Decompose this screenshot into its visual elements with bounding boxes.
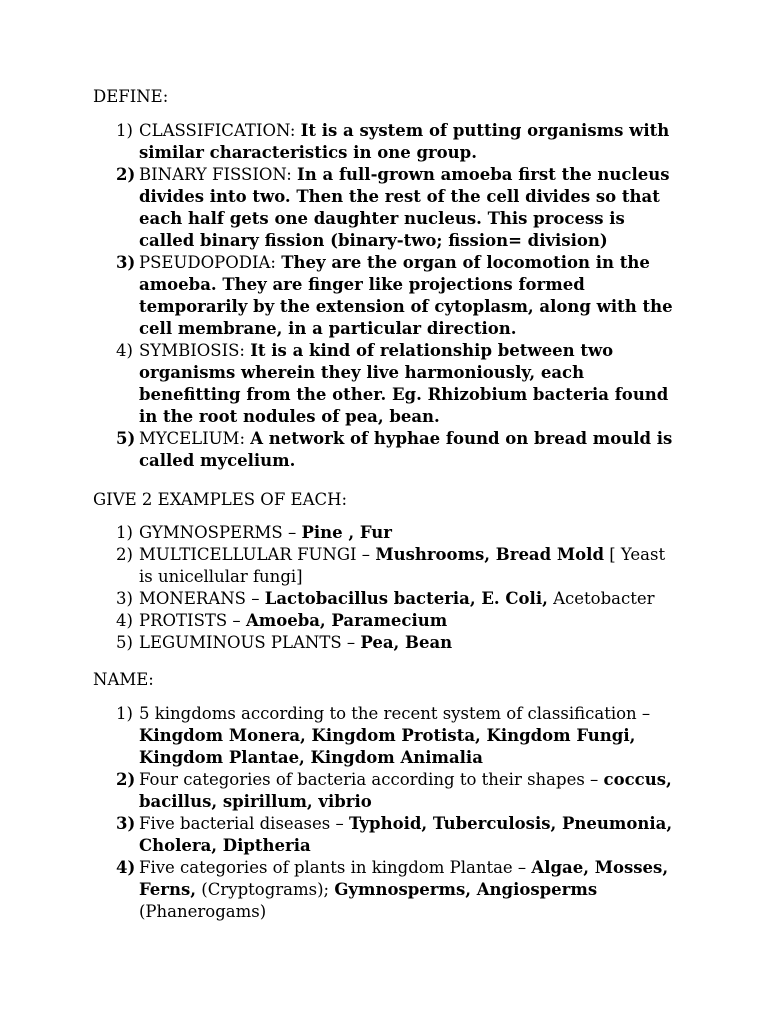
term: SYMBIOSIS:	[139, 341, 245, 360]
term: MONERANS –	[139, 589, 260, 608]
define-heading: DEFINE:	[93, 87, 169, 106]
list-item	[0, 703, 680, 769]
term: MULTICELLULAR FUNGI –	[139, 545, 371, 564]
list-item	[0, 544, 680, 588]
note: (Cryptograms);	[201, 880, 330, 899]
prompt: Five categories of plants in kingdom Plantae –	[139, 858, 527, 877]
item-number: 2)	[116, 165, 136, 184]
item-number: 5)	[116, 429, 136, 448]
item-number: 2)	[116, 770, 136, 789]
examples-list	[0, 522, 680, 654]
item-number: 2)	[116, 545, 133, 564]
list-item	[0, 164, 680, 252]
item-number: 5)	[116, 633, 133, 652]
list-item	[0, 857, 680, 923]
note: Acetobacter	[553, 589, 655, 608]
list-item	[0, 769, 680, 813]
name-list	[0, 703, 680, 923]
term: PROTISTS –	[139, 611, 241, 630]
definition: It is a system of putting organisms with similar characteristics in one group.	[139, 121, 670, 162]
answer: coccus, bacillus, spirillum, vibrio	[139, 770, 672, 811]
term: PSEUDOPODIA:	[139, 253, 276, 272]
answer: Typhoid, Tuberculosis, Pneumonia, Cholera, Diptheria	[139, 814, 673, 855]
examples-heading: GIVE 2 EXAMPLES OF EACH:	[93, 490, 348, 509]
item-number: 4)	[116, 611, 133, 630]
definition: A network of hyphae found on bread mould is called mycelium.	[139, 429, 673, 470]
note: (Phanerogams)	[139, 902, 267, 921]
term: LEGUMINOUS PLANTS –	[139, 633, 356, 652]
answer: Kingdom Monera, Kingdom Protista, Kingdom Fungi, Kingdom Plantae, Kingdom Animalia	[139, 726, 636, 767]
list-item	[0, 610, 680, 632]
item-number: 4)	[116, 341, 133, 360]
list-item	[0, 120, 680, 164]
definition: They are the organ of locomotion in the amoeba. They are finger like projections formed temporarily by the extension of cytoplasm, along with the cell membrane, in a particular direction.	[139, 253, 673, 338]
answer: Pine , Fur	[301, 523, 392, 542]
item-number: 3)	[116, 814, 136, 833]
answer: Algae, Mosses, Ferns,	[139, 858, 669, 899]
list-item	[0, 632, 680, 654]
list-item	[0, 340, 680, 428]
list-item	[0, 428, 680, 472]
item-number: 1)	[116, 704, 133, 723]
answer: Pea, Bean	[360, 633, 453, 652]
item-number: 1)	[116, 121, 133, 140]
term: MYCELIUM:	[139, 429, 246, 448]
definition: It is a kind of relationship between two organisms wherein they live harmoniously, each benefitting from the other. Eg. Rhizobium bacteria found in the root nodules of pea, bean.	[139, 341, 669, 426]
item-number: 4)	[116, 858, 136, 877]
prompt: 5 kingdoms according to the recent system of classification –	[139, 704, 651, 723]
answer: Gymnosperms, Angiosperms	[334, 880, 598, 899]
item-number: 1)	[116, 523, 133, 542]
note: [ Yeast is unicellular fungi]	[139, 545, 666, 586]
definition: In a full-grown amoeba first the nucleus divides into two. Then the rest of the cell divides so that each half gets one daughter nucleus. This process is called binary fission (binary-two; fission= division)	[139, 165, 670, 250]
list-item	[0, 813, 680, 857]
term: BINARY FISSION:	[139, 165, 292, 184]
answer: Amoeba, Paramecium	[245, 611, 448, 630]
define-list	[0, 120, 680, 472]
name-heading: NAME:	[93, 670, 154, 689]
list-item	[0, 588, 680, 610]
answer: Mushrooms, Bread Mold	[375, 545, 604, 564]
item-number: 3)	[116, 253, 136, 272]
item-number: 3)	[116, 589, 133, 608]
term: GYMNOSPERMS –	[139, 523, 297, 542]
prompt: Four categories of bacteria according to their shapes –	[139, 770, 599, 789]
term: CLASSIFICATION:	[139, 121, 296, 140]
list-item	[0, 522, 680, 544]
list-item	[0, 252, 680, 340]
prompt: Five bacterial diseases –	[139, 814, 344, 833]
answer: Lactobacillus bacteria, E. Coli,	[264, 589, 548, 608]
